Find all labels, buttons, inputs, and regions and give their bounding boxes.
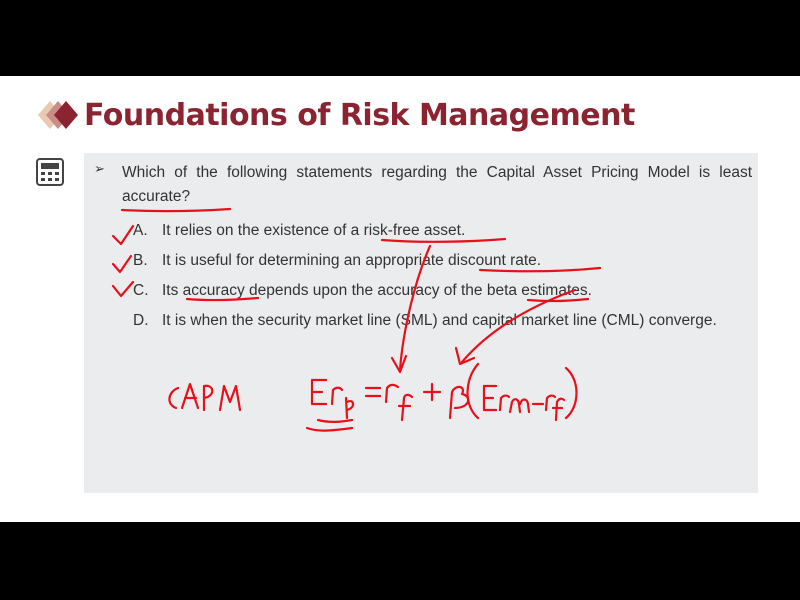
option-text: Its accuracy depends upon the accuracy of the beta estimates. (162, 282, 592, 299)
option-letter: C. (133, 282, 149, 299)
question-panel (84, 153, 758, 493)
option-text: It relies on the existence of a risk-free asset. (162, 222, 466, 239)
slide (0, 76, 800, 522)
option-letter: B. (133, 252, 148, 269)
question-text: Which of the following statements regarding the Capital Asset Pricing Model is least accurate? (122, 164, 752, 205)
option-letter: A. (133, 222, 148, 239)
arrow-bullet-icon: ➢ (94, 161, 105, 176)
option-text: It is useful for determining an appropriate discount rate. (162, 252, 542, 269)
slide-title: Foundations of Risk Management (84, 98, 635, 133)
diamond-logo-icon (32, 96, 82, 134)
calculator-icon (36, 158, 64, 186)
option-text: It is when the security market line (SML) and capital market line (CML) converge. (162, 312, 717, 329)
option-letter: D. (133, 312, 149, 329)
